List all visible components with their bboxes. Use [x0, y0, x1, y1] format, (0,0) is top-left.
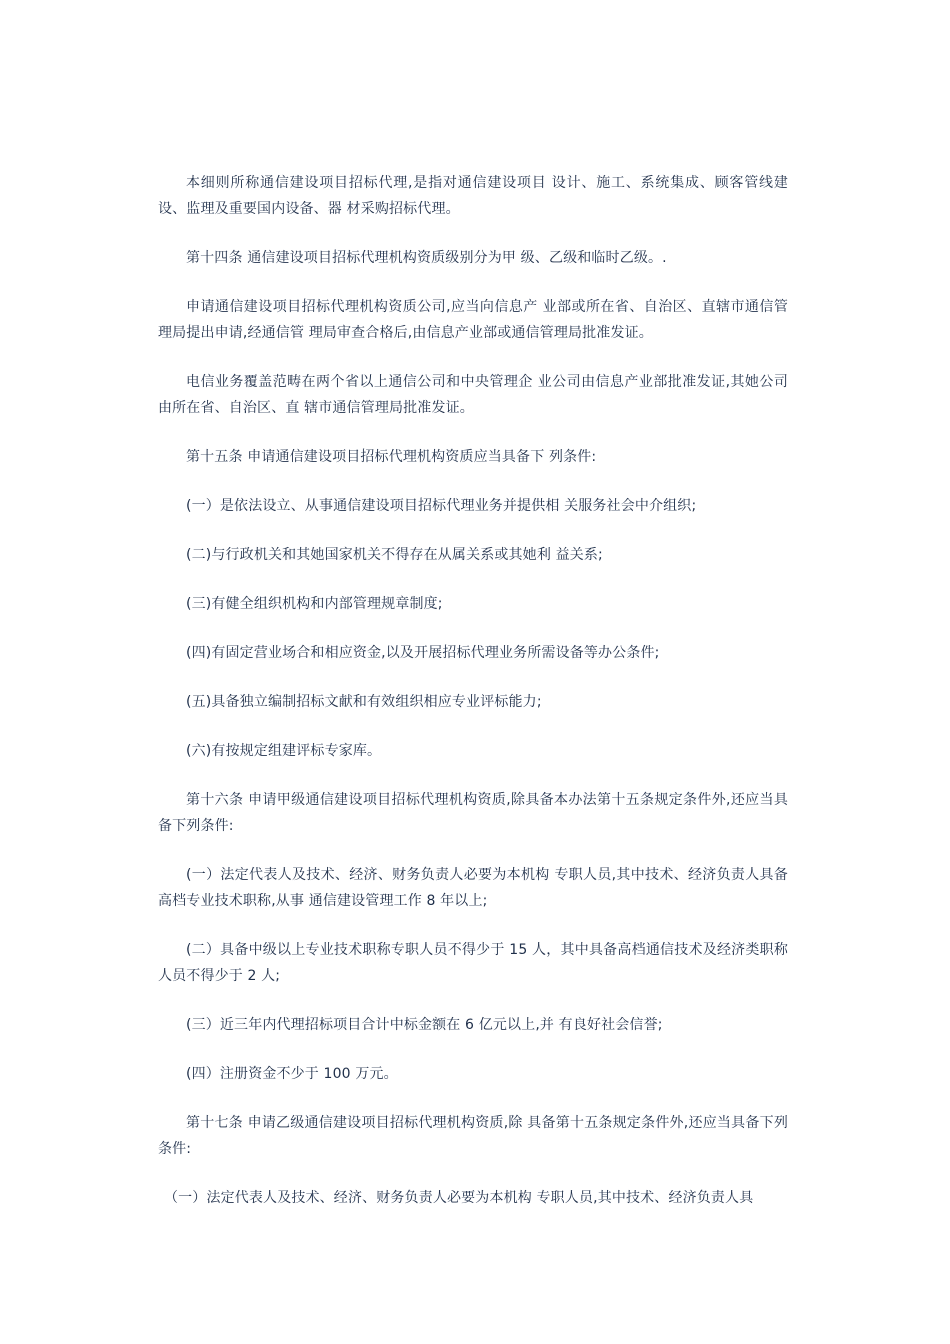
list-item-grade-a-2: (二）具备中级以上专业技术职称专职人员不得少于 15 人，其中具备高档通信技术及经济类职称人员不得少于 2 人; [158, 942, 788, 984]
list-item-grade-a-1: (一）法定代表人及技术、经济、财务负责人必要为本机构 专职人员,其中技术、经济负责人具备高档专业技术职称,从事 通信建设管理工作 8 年以上; [158, 867, 788, 909]
paragraph-application: 申请通信建设项目招标代理机构资质公司,应当向信息产 业部或所在省、自治区、直辖市通信管理局提出申请,经通信管 理局审查合格后,由信息产业部或通信管理局批准发证。 [158, 299, 788, 341]
list-item-condition-6: (六)有按规定组建评标专家库。 [186, 743, 382, 759]
list-item-grade-a-4: (四）注册资金不少于 100 万元。 [186, 1066, 398, 1082]
list-item-condition-3: (三)有健全组织机构和内部管理规章制度; [186, 596, 443, 612]
list-item-condition-1: (一）是依法设立、从事通信建设项目招标代理业务并提供相 关服务社会中介组织; [186, 498, 697, 514]
paragraph-article-17: 第十七条 申请乙级通信建设项目招标代理机构资质,除 具备第十五条规定条件外,还应当具备下列条件: [158, 1115, 788, 1157]
paragraph-article-15: 第十五条 申请通信建设项目招标代理机构资质应当具备下 列条件: [186, 449, 597, 465]
document-body [158, 170, 788, 1211]
list-item-grade-b-1: （一）法定代表人及技术、经济、财务负责人必要为本机构 专职人员,其中技术、经济负责人具 [164, 1190, 754, 1206]
list-item-condition-2: (二)与行政机关和其她国家机关不得存在从属关系或其她利 益关系; [186, 547, 603, 563]
list-item-condition-5: (五)具备独立编制招标文献和有效组织相应专业评标能力; [186, 694, 542, 710]
paragraph-article-16: 第十六条 申请甲级通信建设项目招标代理机构资质,除具备本办法第十五条规定条件外,还应当具备下列条件: [158, 792, 788, 834]
paragraph-definition: 本细则所称通信建设项目招标代理,是指对通信建设项目 设计、施工、系统集成、顾客管线建设、监理及重要国内设备、器 材采购招标代理。 [158, 175, 788, 217]
list-item-grade-a-3: (三）近三年内代理招标项目合计中标金额在 6 亿元以上,并 有良好社会信誉; [186, 1017, 663, 1033]
paragraph-approval-scope: 电信业务覆盖范畴在两个省以上通信公司和中央管理企 业公司由信息产业部批准发证,其她公司由所在省、自治区、直 辖市通信管理局批准发证。 [158, 374, 788, 416]
list-item-condition-4: (四)有固定营业场合和相应资金,以及开展招标代理业务所需设备等办公条件; [186, 645, 660, 661]
paragraph-article-14: 第十四条 通信建设项目招标代理机构资质级别分为甲 级、乙级和临时乙级。. [186, 250, 667, 266]
